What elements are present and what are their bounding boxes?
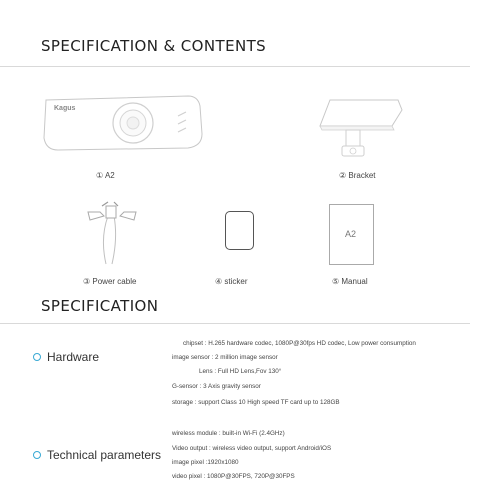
spec-chipset: chipset : H.265 hardware codec, 1080P@30fps HD codec, Low power consumption: [183, 340, 416, 347]
spec-storage: storage : support Class 10 High speed TF card up to 128GB: [172, 399, 340, 406]
hardware-heading: [33, 350, 99, 364]
sticker-icon: [225, 211, 254, 250]
spec-video-output: Video output : wireless video output, support Android/iOS: [172, 445, 332, 452]
technical-label: Technical parameters: [47, 448, 162, 462]
spec-video-pixel: video pixel : 1080P@30FPS, 720P@30FPS: [172, 473, 295, 480]
circle-bullet-icon: [33, 451, 41, 459]
manual-cover-text: A2: [345, 229, 357, 239]
item-label-a2: ① A2: [96, 171, 115, 180]
dashcam-icon: [38, 94, 208, 154]
spec-image-pixel: image pixel :1920x1080: [172, 459, 239, 466]
item-label-sticker: ④ sticker: [215, 277, 248, 286]
contents-title: SPECIFICATION & CONTENTS: [41, 37, 267, 55]
svg-text:Kagus: Kagus: [54, 105, 76, 112]
item-label-bracket: ② Bracket: [339, 171, 376, 180]
power-cable-icon: [78, 198, 148, 268]
spec-lens: Lens : Full HD Lens,Fov 130°: [199, 368, 282, 375]
item-label-power-cable: ③ Power cable: [83, 277, 137, 286]
dashcam-image: [38, 94, 208, 154]
specification-title: SPECIFICATION: [41, 297, 159, 315]
item-label-manual: ⑤ Manual: [332, 277, 368, 286]
bracket-image: [300, 96, 410, 166]
circle-bullet-icon: [33, 353, 41, 361]
spec-image-sensor: image sensor : 2 million image sensor: [172, 354, 278, 361]
spec-g-sensor: G-sensor : 3 Axis gravity sensor: [172, 383, 261, 390]
technical-heading: [33, 448, 161, 462]
power-cable-image: [78, 198, 148, 268]
contents-divider: [0, 66, 470, 67]
specification-divider: [0, 323, 470, 324]
bracket-icon: [300, 96, 410, 166]
spec-wireless-module: wireless module : built-in Wi-Fi (2.4GHz): [172, 430, 285, 437]
hardware-label: Hardware: [47, 350, 100, 364]
